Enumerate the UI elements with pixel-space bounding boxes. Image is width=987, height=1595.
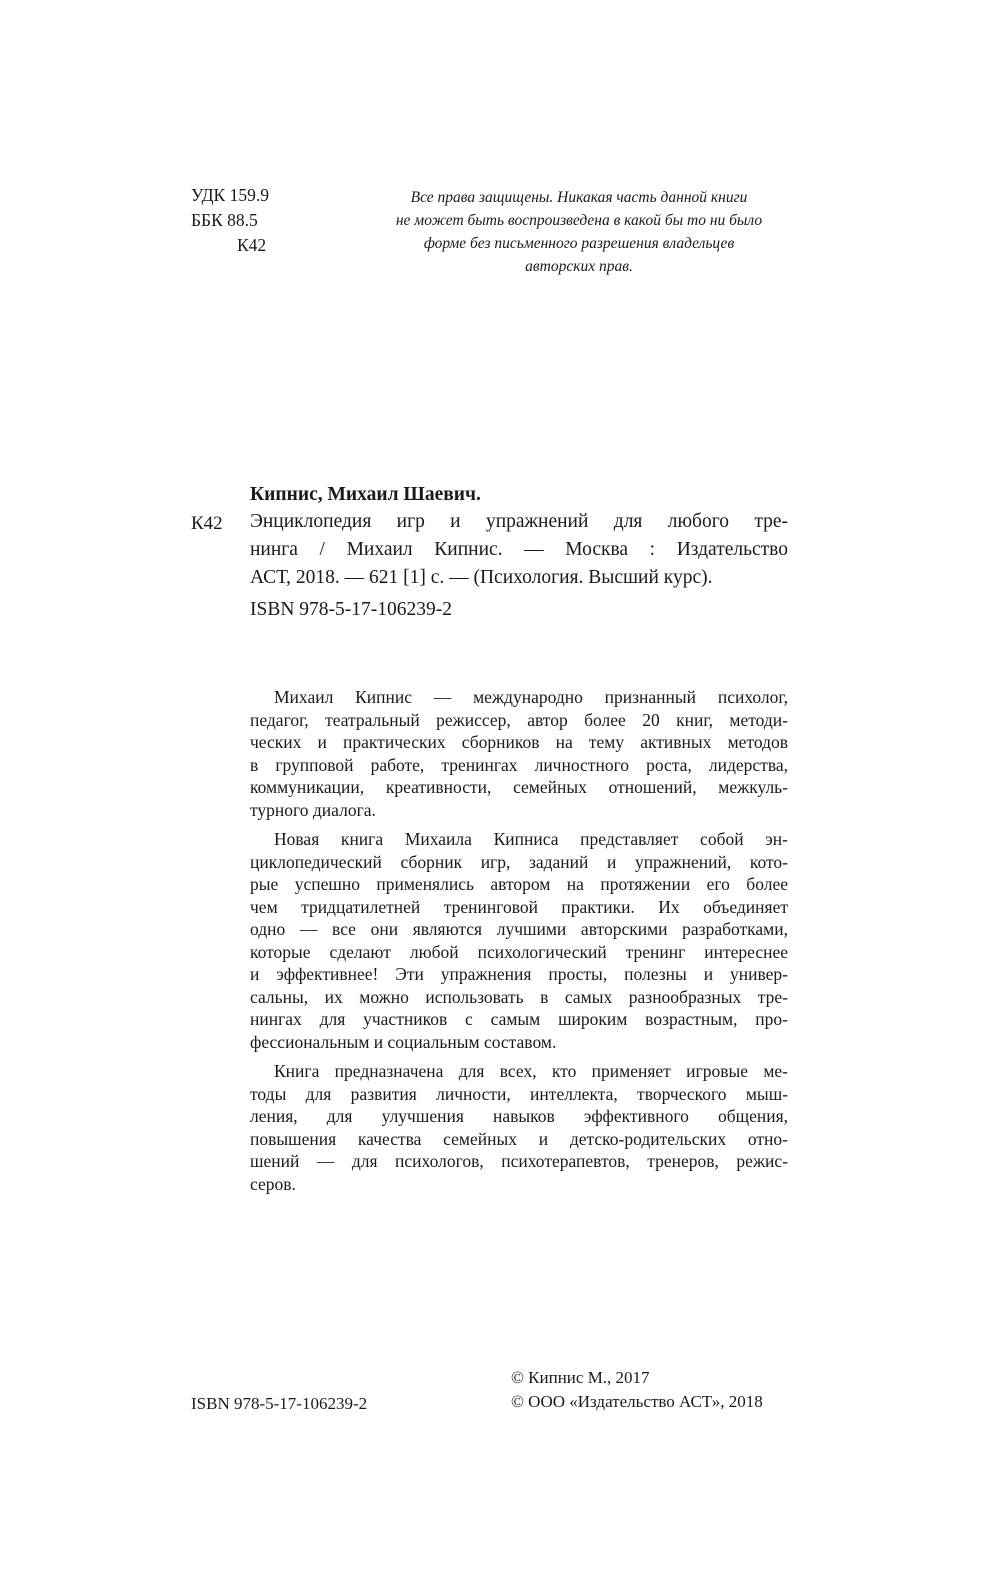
annotation-line: Михаил Кипнис — международно признанный психолог,	[274, 687, 788, 707]
annotation-line: педагог, театральный режиссер, автор более 20 книг, методи-	[250, 709, 788, 730]
annotation-line: нингах для участников с самым широким возрастным, про-	[250, 1009, 788, 1029]
annotation	[250, 686, 788, 1202]
entry-description	[250, 508, 788, 592]
annotation-line: которые сделают любой психологический тренинг интереснее	[250, 941, 788, 962]
annotation-line: Книга предназначена для всех, кто применяет игровые ме-	[274, 1061, 788, 1081]
rights-line: Все права защищены. Никакая часть данной книги	[410, 189, 748, 206]
entry-code: К42	[191, 513, 223, 534]
annotation-line: сальны, их можно использовать в самых разнообразных тре-	[250, 986, 788, 1007]
annotation-line: тоды для развития личности, интеллекта, творческого мыш-	[250, 1083, 788, 1104]
annotation-line: рые успешно применялись автором на протяжении его более	[250, 874, 788, 894]
annotation-line: и эффективнее! Эти упражнения просты, полезны и универ-	[250, 964, 788, 984]
copyright-author: © Кипнис М., 2017	[511, 1368, 650, 1387]
author-sign: К42	[237, 235, 267, 255]
annotation-line: турного диалога.	[250, 799, 376, 820]
copyright-publisher: © ООО «Издательство АСТ», 2018	[511, 1392, 763, 1411]
rights-line: форме без письменного разрешения владельцев	[423, 235, 735, 252]
annotation-line: циклопедический сборник игр, заданий и упражнений, кото-	[250, 851, 788, 872]
annotation-line: чем тридцатилетней тренинговой практики. Их объединяет	[250, 896, 788, 917]
entry-line: АСТ, 2018. — 621 [1] с. — (Психология. Высший курс).	[250, 567, 713, 588]
annotation-line: одно — все они являются лучшими авторскими разработками,	[250, 919, 788, 939]
annotation-line: фессиональным и социальным составом.	[250, 1031, 557, 1052]
annotation-line: серов.	[250, 1173, 296, 1194]
annotation-paragraph	[250, 1060, 788, 1195]
rights-line: авторских прав.	[525, 258, 633, 275]
udk-code: УДК 159.9	[191, 185, 269, 205]
copyright-block	[511, 1366, 763, 1414]
annotation-line: Новая книга Михаила Кипниса представляет собой эн-	[274, 829, 788, 849]
bbk-code: ББК 88.5	[191, 210, 258, 230]
annotation-line: ления, для улучшения навыков эффективного общения,	[250, 1106, 788, 1126]
annotation-line: в групповой работе, тренингах личностного роста, лидерства,	[250, 754, 788, 775]
annotation-line: коммуникации, креативности, семейных отношений, межкуль-	[250, 777, 788, 797]
entry-line: Энциклопедия игр и упражнений для любого тре-	[250, 511, 788, 532]
annotation-line: ческих и практических сборников на тему активных методов	[250, 732, 788, 752]
classification-codes	[191, 183, 269, 258]
rights-notice	[360, 186, 798, 278]
annotation-paragraph	[250, 686, 788, 821]
annotation-paragraph	[250, 828, 788, 1053]
rights-line: не может быть воспроизведена в какой бы то ни было	[395, 212, 763, 229]
annotation-line: повышения качества семейных и детско-родительских отно-	[250, 1128, 788, 1149]
footer-isbn: ISBN 978-5-17-106239-2	[191, 1394, 368, 1413]
entry-isbn: ISBN 978-5-17-106239-2	[250, 599, 453, 620]
entry-line: нинга / Михаил Кипнис. — Москва : Издательство	[250, 539, 788, 560]
entry-author: Кипнис, Михаил Шаевич.	[250, 484, 481, 505]
annotation-line: шений — для психологов, психотерапевтов, тренеров, режис-	[250, 1151, 788, 1171]
